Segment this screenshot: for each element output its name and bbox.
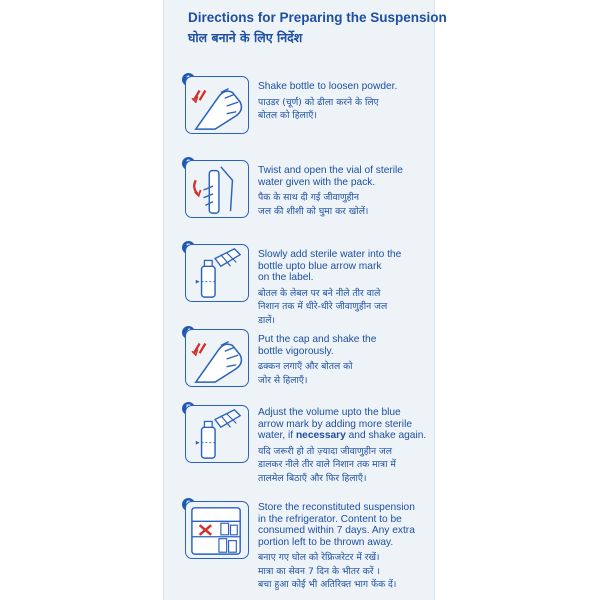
refrigerator-icon: [186, 502, 248, 558]
step-2-en-line-2: water given with the pack.: [258, 176, 376, 188]
step-1-en-line-1: Shake bottle to loosen powder.: [258, 81, 398, 92]
step-4-en-line-2: bottle vigorously.: [258, 345, 334, 357]
step-2-hi-line-2: जल की शीशी को घुमा कर खोलें।: [258, 205, 369, 217]
step-6-hi-line-3: बचा हुआ कोई भी अतिरिक्त भाग फेंक दें।: [258, 579, 397, 590]
twist-vial-icon: [186, 161, 248, 217]
step-3-text: [258, 249, 430, 327]
step-5-en-line-1: Adjust the volume upto the blue: [258, 407, 401, 418]
step-6-text: [258, 502, 430, 592]
title-english: Directions for Preparing the Suspension: [188, 10, 447, 25]
step-6-hi-line-2: मात्रा का सेवन 7 दिन के भीतर करें ।: [258, 565, 380, 577]
step-5-hi-line-3: तालमेल बिठाएँ और फिर हिलाएँ।: [258, 472, 367, 484]
step-3-illustration: [185, 244, 249, 302]
step-6-en-line-3: consumed within 7 days. Any extra: [258, 525, 415, 536]
step-3-hi-line-3: डालें।: [258, 314, 276, 326]
step-3-en-line-1: Slowly add sterile water into the: [258, 249, 402, 260]
step-2-text: [258, 165, 430, 218]
step-5-en-line-3: [258, 430, 430, 442]
step-5-hi-line-2: डालकर नीले तीर वाले निशान तक मात्रा में: [258, 459, 396, 470]
step-2-illustration: [185, 160, 249, 218]
step-5-en-line-3-post: and shake again.: [345, 430, 427, 441]
step-5-illustration: [185, 405, 249, 463]
step-3-hi-line-2: निशान तक में धीरे-धीरे जीवाणुहीन जल: [258, 301, 388, 312]
step-5-hi-line-1: यदि जरूरी हो तो ज़्यादा जीवाणुहीन जल: [258, 445, 393, 457]
step-3-en-line-3: on the label.: [258, 272, 314, 283]
step-2-hi-line-1: पैक के साथ दी गई जीवाणुहीन: [258, 192, 360, 203]
step-6-illustration: [185, 501, 249, 559]
step-4-illustration: [185, 329, 249, 387]
step-6-en-line-4: portion left to be thrown away.: [258, 536, 394, 548]
step-5-text: [258, 407, 430, 485]
step-3-en-line-2: bottle upto blue arrow mark: [258, 260, 382, 272]
step-5-en-line-3-pre: water, if: [258, 430, 296, 441]
step-6-en-line-1: Store the reconstituted suspension: [258, 502, 415, 513]
step-3-hi-line-1: बोतल के लेबल पर बने नीले तीर वाले: [258, 287, 381, 299]
step-6-hi-line-1: बनाए गए घोल को रेफ्रिजरेटर में रखें।: [258, 552, 380, 563]
step-4-en-line-1: Put the cap and shake the: [258, 334, 377, 345]
title-hindi: घोल बनाने के लिए निर्देश: [188, 30, 303, 45]
step-2-en-line-1: Twist and open the vial of sterile: [258, 165, 403, 176]
step-5-en-line-3-bold: necessary: [295, 430, 346, 441]
step-6-en-line-2: in the refrigerator. Content to be: [258, 513, 402, 525]
adjust-volume-icon: [186, 406, 248, 462]
step-4-hi-line-2: जोर से हिलाएँ।: [258, 374, 308, 386]
step-1-illustration: [185, 76, 249, 134]
step-4-hi-line-1: ढक्कन लगाएँ और बोतल को: [258, 361, 353, 372]
shake-bottle-icon: [186, 77, 248, 133]
shake-bottle-icon: [186, 330, 248, 386]
pour-water-icon: [186, 245, 248, 301]
step-1-hi-line-2: बोतल को हिलाएँ।: [258, 110, 317, 121]
step-4-text: [258, 334, 430, 387]
step-1-hi-line-1: पाउडर (चूर्ण) को ढीला करने के लिए: [258, 96, 379, 108]
step-5-en-line-2: arrow mark by adding more sterile: [258, 418, 413, 430]
step-1-text: [258, 81, 430, 123]
